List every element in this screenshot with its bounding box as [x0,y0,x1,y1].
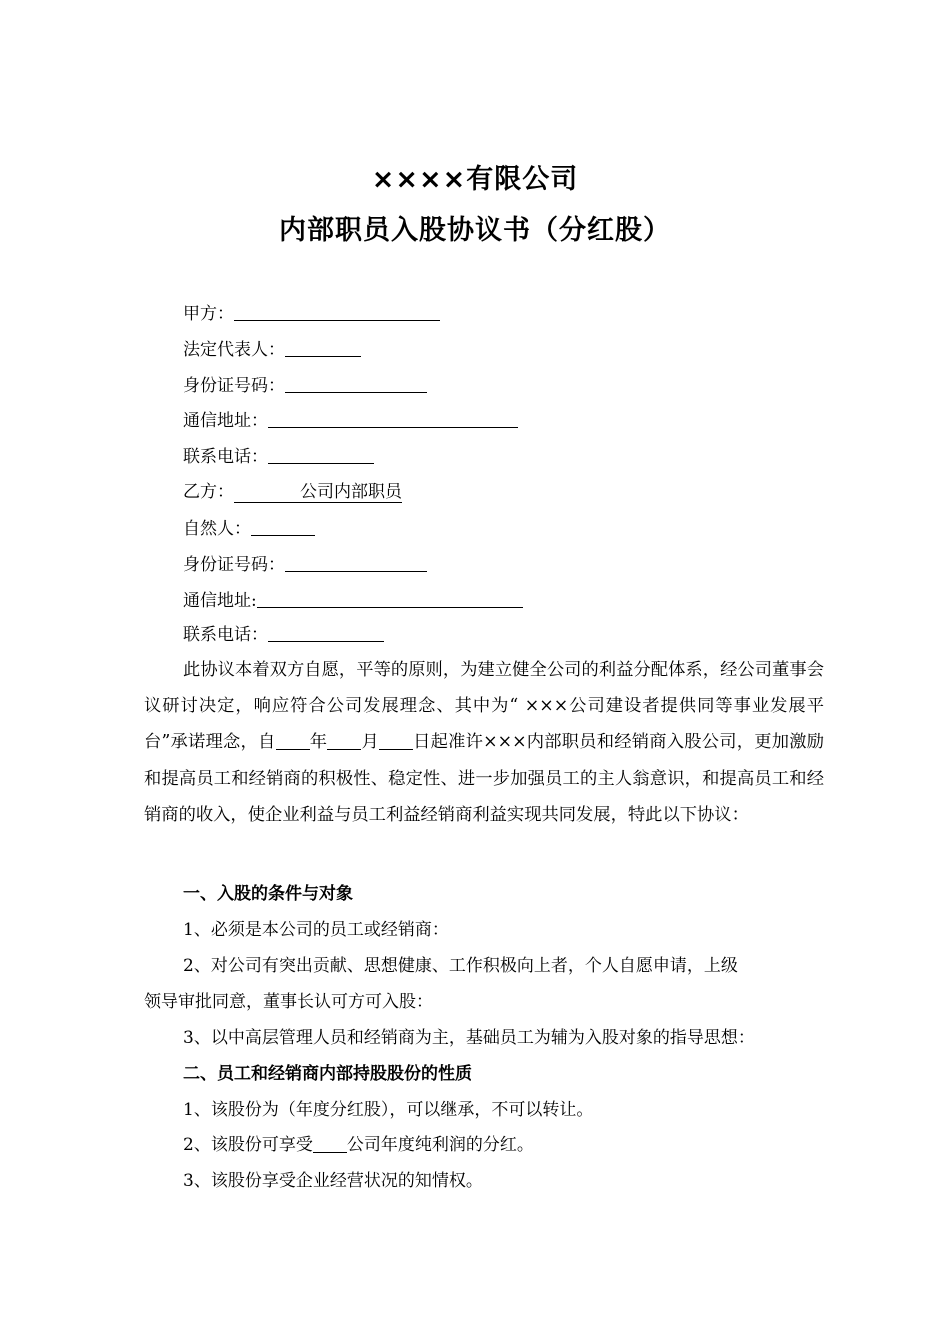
party-b-phone-label: 联系电话： [183,625,268,645]
month-blank[interactable] [327,731,361,750]
natural-person-blank[interactable] [251,517,315,536]
section-1-item-3: 3、以中高层管理人员和经销商为主，基础员工为辅为入股对象的指导思想： [183,1028,755,1048]
party-a-address-label: 通信地址： [183,411,268,431]
party-b-value[interactable]: 公司内部职员 [234,482,402,503]
section-1-heading: 一、入股的条件与对象 [183,884,353,904]
natural-person-field [183,517,315,540]
section-2-item-2-pre: 2、该股份可享受 [183,1135,313,1155]
party-b-phone-blank[interactable] [268,623,384,642]
party-b-label: 乙方： [183,482,234,502]
party-b-address-field [183,589,523,612]
party-b-id-blank[interactable] [285,553,427,572]
section-1-item-2-cont: 领导审批同意，董事长认可方可入股： [144,992,433,1012]
party-a-blank[interactable] [234,302,440,321]
section-2-item-2-post: 公司年度纯利润的分红。 [346,1135,534,1155]
party-a-id-blank[interactable] [285,374,427,393]
natural-person-label: 自然人： [183,519,251,539]
party-a-phone-field [183,445,374,468]
party-b-address-blank[interactable] [257,589,523,608]
preamble-text-1: 此协议本着双方自愿，平等的原则，为建立健全公司的利益分配体系，经公司董事会议研讨决定，响应符合公司发展理念、其中为“ ×××公司建设者提供同等事业发展平台”承诺理念，自 [144,660,824,753]
section-2-item-3: 3、该股份享受企业经营状况的知情权。 [183,1171,483,1191]
party-a-address-blank[interactable] [268,409,518,428]
month-label: 月 [361,732,379,753]
legal-rep-blank[interactable] [285,338,361,357]
party-b-phone-field [183,623,384,646]
section-2-item-1: 1、该股份为（年度分红股），可以继承，不可以转让。 [183,1100,594,1120]
party-b-field [183,481,402,503]
party-a-address-field [183,409,518,432]
party-b-id-label: 身份证号码： [183,555,285,575]
year-label: 年 [309,732,328,753]
party-a-phone-blank[interactable] [268,445,374,464]
year-blank[interactable] [276,731,310,750]
section-2-heading: 二、员工和经销商内部持股股份的性质 [183,1064,472,1084]
party-a-id-field [183,374,427,397]
document-title-company: ××××有限公司 [371,164,579,195]
preamble-text-2: 日起准许×××内部职员和经销商入股公司，更加激励和提高员工和经销商的积极性、稳定性、进一步加强员工的主人翁意识，和提高员工和经销商的收入，使企业利益与员工利益经销商利益实现共同发展，特此以下协议： [144,732,824,825]
party-b-address-label: 通信地址: [183,591,257,611]
party-a-phone-label: 联系电话： [183,447,268,467]
company-blank[interactable] [313,1134,347,1153]
party-a-field [183,302,440,325]
legal-rep-field [183,338,361,361]
section-1-item-2: 2、对公司有突出贡献、思想健康、工作积极向上者，个人自愿申请，上级 [183,956,738,976]
document-title-agreement: 内部职员入股协议书（分红股） [279,215,671,246]
section-1-item-1: 1、必须是本公司的员工或经销商： [183,920,449,940]
day-blank[interactable] [379,731,413,750]
preamble-paragraph [144,652,824,833]
section-2-item-2 [183,1134,534,1156]
party-a-id-label: 身份证号码： [183,376,285,396]
party-b-id-field [183,553,427,576]
legal-rep-label: 法定代表人： [183,340,285,360]
party-a-label: 甲方： [183,304,234,324]
